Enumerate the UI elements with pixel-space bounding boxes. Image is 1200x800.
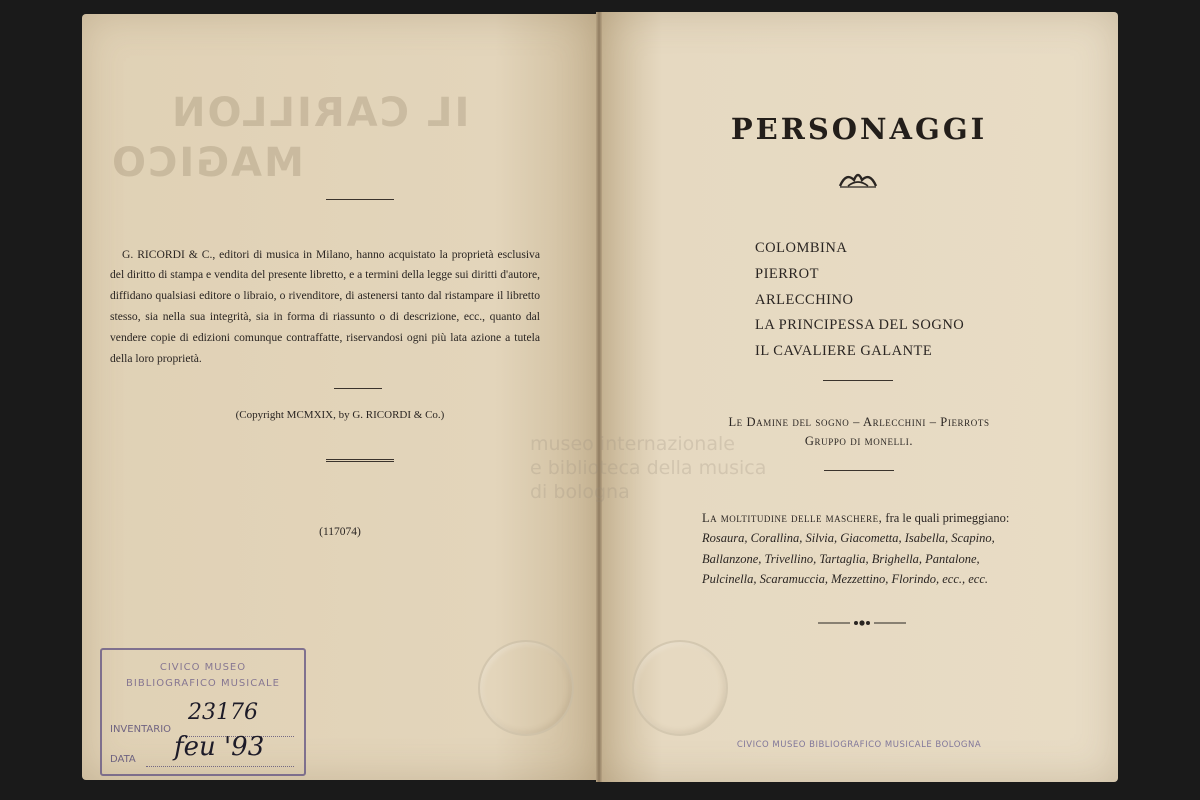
- stamp-inventario-label: INVENTARIO: [110, 724, 172, 735]
- page-title: PERSONAGGI: [730, 112, 988, 146]
- bleed-through-title-line1: IL CARILLON: [170, 90, 470, 136]
- end-ornament-icon: [818, 618, 906, 628]
- chorus-rule: [824, 470, 894, 471]
- floral-ornament-icon: [838, 168, 878, 190]
- watermark-line: e biblioteca della musica: [530, 457, 767, 479]
- maschere-names: Rosaura, Corallina, Silvia, Giacometta, Isabella, Scapino, Ballanzone, Trivellino, Tartaglia, Brighella, Pantalone, Pulcinella, Scaramuccia, Mezzettino, Florindo, ecc., ecc.: [702, 531, 995, 586]
- watermark-line: museo internazionale: [530, 433, 735, 455]
- cast-item: PIERROT: [755, 265, 819, 282]
- embossed-seal: [632, 640, 728, 736]
- embossed-seal: [478, 640, 574, 736]
- cast-item: COLOMBINA: [755, 240, 848, 256]
- maschere-paragraph: [702, 508, 1018, 590]
- watermark-line: di bologna: [530, 481, 630, 503]
- cast-item: IL CAVALIERE GALANTE: [755, 343, 933, 360]
- chorus-line2: Gruppo di monelli.: [804, 434, 914, 448]
- notice-rule: [334, 388, 382, 389]
- cast-item: ARLECCHINO: [755, 291, 854, 308]
- inventario-handwritten-value: 23176: [188, 700, 258, 725]
- watermark-text: [530, 432, 766, 504]
- cast-list: [755, 236, 964, 365]
- catalog-number: (117074): [319, 526, 361, 538]
- maschere-lead: La moltitudine delle maschere,: [702, 510, 883, 525]
- inventory-stamp: [100, 648, 306, 776]
- copyright-notice-text: G. RICORDI & C., editori di musica in Milano, hanno acquistato la proprietà esclusiva del diritto di stampa e vendita del presente libretto, e a termini della legge sui diritti d'autore, diffidano qualsiasi editore o libraio, o rivenditore, di astenersi tanto dal ristampare il libretto stesso, sia nella sua integrità, sia in forma di riassunto o di descrizione, ecc., quanto dal vendere copie di edizioni comunque contraffatte, riservandosi ogni più lata azione a tutela della loro proprietà.: [110, 247, 540, 365]
- stamp-line2: BIBLIOGRAFICO MUSICALE: [126, 678, 280, 689]
- top-rule: [326, 199, 394, 200]
- chorus-line1: Le Damine del sogno – Arlecchini – Pierrots: [728, 415, 990, 429]
- cast-item: LA PRINCIPESSA DEL SOGNO: [755, 317, 965, 334]
- library-stamp: CIVICO MUSEO BIBLIOGRAFICO MUSICALE BOLOGNA: [736, 740, 982, 750]
- stamp-data-label: DATA: [110, 754, 136, 765]
- cast-rule: [823, 380, 893, 381]
- bleed-through-title-line2: MAGICO: [110, 140, 304, 186]
- data-dotted-line: [146, 766, 294, 767]
- double-rule: [326, 459, 394, 462]
- copyright-line: (Copyright MCMXIX, by G. RICORDI & Co.): [235, 409, 445, 421]
- maschere-intro: fra le quali primeggiano:: [882, 510, 1010, 525]
- stamp-line1: CIVICO MUSEO: [159, 662, 247, 673]
- data-handwritten-value: feu '93: [174, 732, 265, 762]
